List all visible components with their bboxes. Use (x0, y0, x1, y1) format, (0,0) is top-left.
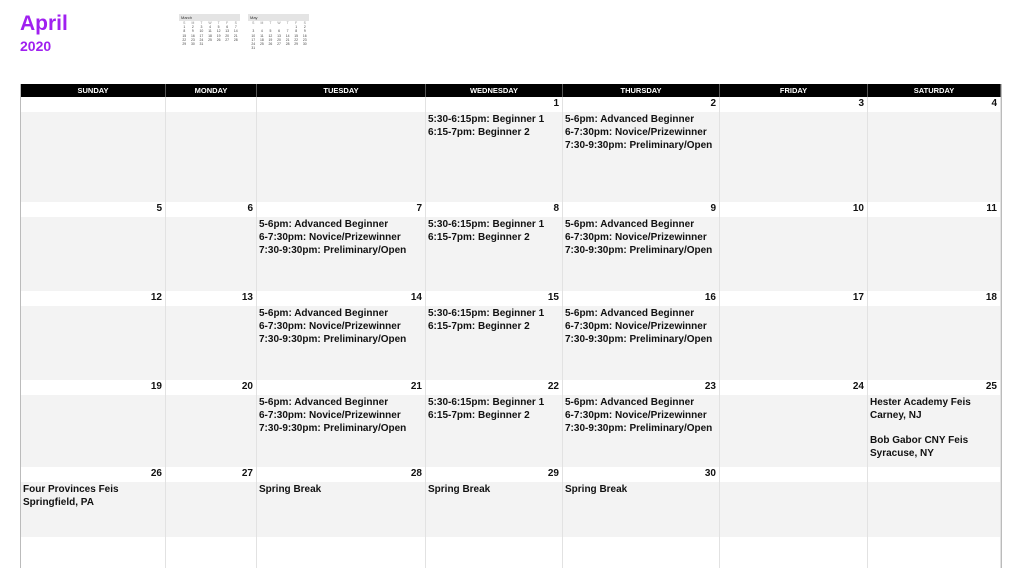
event-item[interactable]: 7:30-9:30pm: Preliminary/Open (565, 423, 713, 434)
day-body (720, 482, 867, 537)
mini-weekday: W (277, 21, 281, 25)
event-list (565, 396, 717, 435)
day-number: 16 (704, 292, 716, 303)
mini-day[interactable]: 30 (190, 42, 195, 47)
year-title: 2020 (20, 38, 52, 54)
event-item[interactable]: 6:15-7pm: Beginner 2 (428, 232, 530, 243)
day-number: 14 (410, 292, 422, 303)
empty-cell (868, 537, 1001, 568)
event-item[interactable]: 7:30-9:30pm: Preliminary/Open (565, 334, 713, 345)
day-number-bar (563, 467, 719, 482)
empty-cell (166, 537, 257, 568)
mini-weekday: T (269, 21, 272, 25)
day-cell[interactable] (426, 380, 563, 467)
mini-calendar-title: May (248, 14, 309, 21)
day-body (166, 395, 256, 467)
day-number: 30 (704, 468, 716, 479)
event-list (428, 396, 560, 422)
day-cell[interactable] (563, 380, 720, 467)
mini-day[interactable]: 29 (294, 42, 299, 47)
day-number: 21 (410, 381, 422, 392)
day-number: 3 (858, 98, 864, 109)
day-cell[interactable] (720, 467, 868, 537)
event-item[interactable]: 5:30-6:15pm: Beginner 1 (428, 308, 545, 319)
day-number-bar (868, 291, 1000, 306)
day-body (21, 395, 165, 467)
mini-weekday: T (200, 21, 203, 25)
day-body (868, 112, 1000, 202)
day-number-bar (426, 467, 562, 482)
event-item[interactable]: Bob Gabor CNY Feis (870, 435, 969, 446)
mini-day[interactable]: 23 (190, 37, 195, 42)
day-cell[interactable] (720, 291, 868, 380)
day-body (166, 306, 256, 380)
day-number: 29 (547, 468, 559, 479)
event-item[interactable]: 7:30-9:30pm: Preliminary/Open (565, 140, 713, 151)
day-number: 8 (553, 203, 559, 214)
day-number: 25 (985, 381, 997, 392)
event-item[interactable]: Springfield, PA (23, 497, 94, 508)
mini-day[interactable]: 20 (225, 33, 230, 38)
day-body (166, 112, 256, 202)
day-number: 2 (710, 98, 716, 109)
day-number-bar (166, 467, 256, 482)
day-number-bar (166, 97, 256, 112)
day-number-bar (257, 291, 425, 306)
mini-day[interactable]: 28 (285, 42, 290, 47)
mini-day[interactable]: 1 (183, 25, 186, 30)
event-list (565, 483, 717, 496)
weekday-header: SATURDAY (868, 84, 1001, 97)
mini-day[interactable]: 4 (260, 29, 263, 34)
mini-day[interactable]: 12 (268, 33, 273, 38)
event-item[interactable]: 6-7:30pm: Novice/Prizewinner (259, 232, 401, 243)
event-list (870, 396, 998, 460)
empty-cell (426, 537, 563, 568)
calendar-grid (20, 84, 1002, 568)
day-cell[interactable] (257, 380, 426, 467)
day-body (21, 217, 165, 291)
mini-day[interactable]: 10 (199, 29, 204, 34)
day-cell[interactable] (21, 467, 166, 537)
mini-day[interactable]: 16 (302, 33, 307, 38)
mini-day[interactable]: 13 (277, 33, 281, 38)
mini-calendar-may (248, 14, 309, 50)
event-list (259, 483, 423, 496)
mini-day[interactable]: 24 (199, 37, 204, 42)
day-body (257, 112, 425, 202)
event-item[interactable]: Spring Break (428, 484, 491, 495)
mini-day[interactable]: 29 (182, 42, 187, 47)
day-cell[interactable] (166, 202, 257, 291)
mini-calendar-march (179, 14, 240, 46)
day-cell[interactable] (720, 380, 868, 467)
mini-day[interactable]: 31 (251, 46, 256, 51)
event-item[interactable]: 6:15-7pm: Beginner 2 (428, 410, 530, 421)
empty-cell (720, 537, 868, 568)
day-number: 4 (991, 98, 997, 109)
day-number-bar (563, 97, 719, 112)
mini-day[interactable]: 15 (294, 33, 299, 38)
event-item[interactable]: 6-7:30pm: Novice/Prizewinner (259, 410, 401, 421)
event-item[interactable]: Syracuse, NY (870, 448, 934, 459)
day-cell[interactable] (257, 97, 426, 202)
event-list (565, 307, 717, 346)
mini-day[interactable]: 9 (303, 29, 306, 34)
event-item[interactable]: 6-7:30pm: Novice/Prizewinner (565, 410, 707, 421)
week-row (21, 291, 1001, 380)
mini-weekday: S (234, 21, 237, 25)
event-list (428, 218, 560, 244)
event-item[interactable]: 7:30-9:30pm: Preliminary/Open (259, 423, 407, 434)
weekday-header: FRIDAY (720, 84, 868, 97)
day-number-bar (563, 291, 719, 306)
day-number: 17 (852, 292, 864, 303)
mini-day[interactable]: 20 (277, 37, 281, 42)
day-number: 9 (710, 203, 716, 214)
mini-day[interactable]: 27 (225, 37, 230, 42)
mini-weekday: T (217, 21, 220, 25)
day-number-bar (868, 380, 1000, 395)
week-row (21, 97, 1001, 202)
mini-day[interactable]: 30 (302, 42, 307, 47)
event-item[interactable]: 7:30-9:30pm: Preliminary/Open (259, 334, 407, 345)
day-cell[interactable] (868, 467, 1001, 537)
event-item[interactable]: 7:30-9:30pm: Preliminary/Open (259, 245, 407, 256)
day-cell[interactable] (720, 202, 868, 291)
day-number: 18 (985, 292, 997, 303)
week-row (21, 202, 1001, 291)
day-cell[interactable] (868, 97, 1001, 202)
day-number-bar (257, 380, 425, 395)
mini-calendar-title: March (179, 14, 240, 21)
mini-day[interactable]: 26 (268, 42, 273, 47)
mini-day[interactable] (283, 46, 292, 50)
event-item[interactable]: 6-7:30pm: Novice/Prizewinner (565, 232, 707, 243)
day-number: 24 (852, 381, 864, 392)
mini-day[interactable]: 14 (285, 33, 290, 38)
mini-day[interactable]: 7 (234, 25, 237, 30)
week-row (21, 467, 1001, 537)
day-number: 22 (547, 381, 559, 392)
event-item[interactable]: 5-6pm: Advanced Beginner (259, 397, 389, 408)
day-cell[interactable] (426, 202, 563, 291)
empty-cell (21, 537, 166, 568)
mini-day[interactable]: 2 (303, 25, 306, 30)
event-item[interactable]: Spring Break (259, 484, 322, 495)
day-cell[interactable] (426, 97, 563, 202)
event-item[interactable]: Four Provinces Feis (23, 484, 119, 495)
day-body (868, 306, 1000, 380)
mini-day[interactable]: 4 (209, 25, 211, 30)
mini-day[interactable] (223, 42, 232, 46)
weekday-header: TUESDAY (257, 84, 426, 97)
mini-day[interactable]: 19 (216, 33, 221, 38)
day-cell[interactable] (563, 202, 720, 291)
event-item[interactable]: 5-6pm: Advanced Beginner (565, 397, 695, 408)
mini-day[interactable] (214, 42, 223, 46)
day-number: 11 (986, 203, 997, 214)
day-cell[interactable] (426, 467, 563, 537)
mini-day[interactable]: 25 (208, 37, 212, 42)
mini-day[interactable] (266, 46, 275, 50)
mini-weekday: W (208, 21, 212, 25)
day-number: 15 (547, 292, 559, 303)
mini-day[interactable]: 1 (295, 25, 298, 30)
weekday-header: THURSDAY (563, 84, 720, 97)
mini-day[interactable]: 9 (191, 29, 194, 34)
day-number-bar (166, 291, 256, 306)
day-body (868, 482, 1000, 537)
day-number-bar (720, 467, 867, 482)
weekday-header-row (21, 84, 1001, 97)
day-number: 6 (247, 203, 253, 214)
mini-day[interactable] (231, 42, 240, 46)
day-number-bar (720, 291, 867, 306)
mini-day[interactable]: 5 (217, 25, 220, 30)
mini-day[interactable] (292, 46, 301, 50)
event-list (259, 307, 423, 346)
event-list (23, 483, 163, 509)
day-number-bar (426, 291, 562, 306)
mini-day[interactable]: 6 (226, 25, 229, 30)
event-list (259, 218, 423, 257)
mini-day[interactable]: 8 (183, 29, 186, 34)
mini-day[interactable]: 11 (260, 33, 264, 38)
day-number: 27 (241, 468, 253, 479)
day-number: 23 (704, 381, 716, 392)
mini-weekday: F (226, 21, 229, 25)
mini-day[interactable]: 8 (295, 29, 298, 34)
event-list (565, 218, 717, 257)
day-number: 10 (852, 203, 864, 214)
mini-day[interactable]: 3 (200, 25, 203, 30)
event-item[interactable]: 5-6pm: Advanced Beginner (565, 308, 695, 319)
day-number: 19 (150, 381, 162, 392)
mini-day[interactable]: 22 (294, 37, 299, 42)
day-cell[interactable] (166, 467, 257, 537)
day-number-bar (21, 97, 165, 112)
month-title: April (20, 12, 68, 35)
event-list (428, 483, 560, 496)
mini-day[interactable]: 15 (182, 33, 187, 38)
mini-day[interactable]: 2 (191, 25, 194, 30)
day-cell[interactable] (563, 291, 720, 380)
mini-weekday: S (252, 21, 255, 25)
mini-day[interactable]: 12 (216, 29, 221, 34)
day-number-bar (563, 202, 719, 217)
day-number-bar (21, 291, 165, 306)
mini-day[interactable]: 11 (208, 29, 212, 34)
mini-day[interactable]: 19 (268, 37, 273, 42)
event-item[interactable]: 6:15-7pm: Beginner 2 (428, 321, 530, 332)
day-cell[interactable] (166, 291, 257, 380)
day-number-bar (257, 467, 425, 482)
mini-weekday: S (303, 21, 306, 25)
day-body (720, 395, 867, 467)
mini-day[interactable] (300, 46, 309, 50)
day-cell[interactable] (21, 291, 166, 380)
day-cell[interactable] (563, 467, 720, 537)
mini-calendar-week (179, 42, 240, 46)
week-row (21, 380, 1001, 467)
day-number-bar (166, 202, 256, 217)
day-cell[interactable] (21, 97, 166, 202)
day-number: 26 (150, 468, 162, 479)
event-item[interactable]: 5-6pm: Advanced Beginner (565, 114, 695, 125)
day-number-bar (257, 97, 425, 112)
weekday-header: MONDAY (166, 84, 257, 97)
mini-weekday: T (286, 21, 289, 25)
day-cell[interactable] (426, 291, 563, 380)
event-item[interactable]: 5-6pm: Advanced Beginner (259, 219, 389, 230)
weekday-header: SUNDAY (21, 84, 166, 97)
mini-day[interactable]: 21 (233, 33, 238, 38)
mini-day[interactable] (206, 42, 215, 46)
day-cell[interactable] (563, 97, 720, 202)
event-list (259, 396, 423, 435)
day-cell[interactable] (868, 291, 1001, 380)
day-body (720, 112, 867, 202)
day-cell[interactable] (868, 380, 1001, 467)
day-number-bar (426, 97, 562, 112)
day-cell[interactable] (720, 97, 868, 202)
mini-day[interactable]: 5 (269, 29, 272, 34)
day-number: 5 (156, 203, 162, 214)
day-body (720, 217, 867, 291)
event-item[interactable]: 6-7:30pm: Novice/Prizewinner (565, 321, 707, 332)
mini-day[interactable] (258, 46, 267, 50)
day-number: 12 (150, 292, 162, 303)
day-cell[interactable] (257, 202, 426, 291)
mini-weekday: S (183, 21, 186, 25)
mini-day[interactable] (275, 46, 284, 50)
day-body (166, 217, 256, 291)
day-cell[interactable] (868, 202, 1001, 291)
mini-day[interactable]: 18 (208, 33, 212, 38)
mini-day[interactable]: 16 (190, 33, 195, 38)
mini-day[interactable]: 3 (252, 29, 255, 34)
event-item[interactable]: 7:30-9:30pm: Preliminary/Open (565, 245, 713, 256)
mini-day[interactable]: 18 (259, 37, 264, 42)
day-number-bar (720, 202, 867, 217)
mini-day[interactable]: 17 (251, 37, 256, 42)
event-item[interactable]: 5-6pm: Advanced Beginner (565, 219, 695, 230)
day-cell[interactable] (21, 380, 166, 467)
event-list (565, 113, 717, 152)
day-body (21, 306, 165, 380)
mini-weekday: F (295, 21, 298, 25)
mini-day[interactable]: 25 (259, 42, 264, 47)
mini-day[interactable]: 27 (277, 42, 281, 47)
event-item[interactable]: 5-6pm: Advanced Beginner (259, 308, 389, 319)
event-item[interactable]: 6-7:30pm: Novice/Prizewinner (565, 127, 707, 138)
empty-cell (563, 537, 720, 568)
mini-day[interactable]: 26 (216, 37, 221, 42)
day-cell[interactable] (166, 97, 257, 202)
mini-weekday: M (191, 21, 195, 25)
event-list (428, 307, 560, 333)
day-body (720, 306, 867, 380)
mini-day[interactable]: 31 (199, 42, 204, 47)
day-number-bar (426, 202, 562, 217)
event-item[interactable]: Hester Academy Feis (870, 397, 971, 408)
mini-day[interactable]: 7 (286, 29, 289, 34)
mini-day[interactable]: 13 (225, 29, 230, 34)
mini-day[interactable]: 17 (199, 33, 204, 38)
day-body (21, 112, 165, 202)
trailing-empty-row (21, 537, 1001, 568)
event-item[interactable]: Spring Break (565, 484, 628, 495)
day-number-bar (257, 202, 425, 217)
event-item[interactable]: 5:30-6:15pm: Beginner 1 (428, 219, 545, 230)
empty-cell (257, 537, 426, 568)
mini-day[interactable]: 14 (233, 29, 238, 34)
day-cell[interactable] (166, 380, 257, 467)
day-number-bar (166, 380, 256, 395)
day-number: 7 (416, 203, 422, 214)
mini-weekday: M (260, 21, 264, 25)
day-cell[interactable] (21, 202, 166, 291)
day-number-bar (21, 202, 165, 217)
event-item[interactable]: 6-7:30pm: Novice/Prizewinner (259, 321, 401, 332)
mini-day[interactable]: 22 (182, 37, 187, 42)
day-number-bar (720, 97, 867, 112)
day-number: 20 (241, 381, 253, 392)
mini-calendar-week (248, 46, 309, 50)
day-body (868, 217, 1000, 291)
day-cell[interactable] (257, 291, 426, 380)
event-item[interactable]: 6:15-7pm: Beginner 2 (428, 127, 530, 138)
event-item[interactable]: 5:30-6:15pm: Beginner 1 (428, 397, 545, 408)
day-body (166, 482, 256, 537)
mini-day[interactable]: 10 (251, 33, 256, 38)
day-number-bar (426, 380, 562, 395)
day-number-bar (868, 202, 1000, 217)
event-spacer (870, 422, 998, 434)
mini-day[interactable]: 23 (302, 37, 307, 42)
mini-day[interactable]: 6 (278, 29, 280, 34)
event-item[interactable]: Carney, NJ (870, 410, 922, 421)
day-cell[interactable] (257, 467, 426, 537)
day-number: 13 (241, 292, 253, 303)
day-number-bar (21, 380, 165, 395)
day-number: 1 (553, 98, 559, 109)
weekday-header: WEDNESDAY (426, 84, 563, 97)
day-number: 28 (410, 468, 422, 479)
day-number-bar (21, 467, 165, 482)
mini-day[interactable]: 21 (285, 37, 290, 42)
event-item[interactable]: 5:30-6:15pm: Beginner 1 (428, 114, 545, 125)
day-number-bar (868, 467, 1000, 482)
day-number-bar (720, 380, 867, 395)
event-list (428, 113, 560, 139)
day-number-bar (868, 97, 1000, 112)
mini-day[interactable]: 24 (251, 42, 256, 47)
day-number-bar (563, 380, 719, 395)
mini-day[interactable]: 28 (233, 37, 238, 42)
